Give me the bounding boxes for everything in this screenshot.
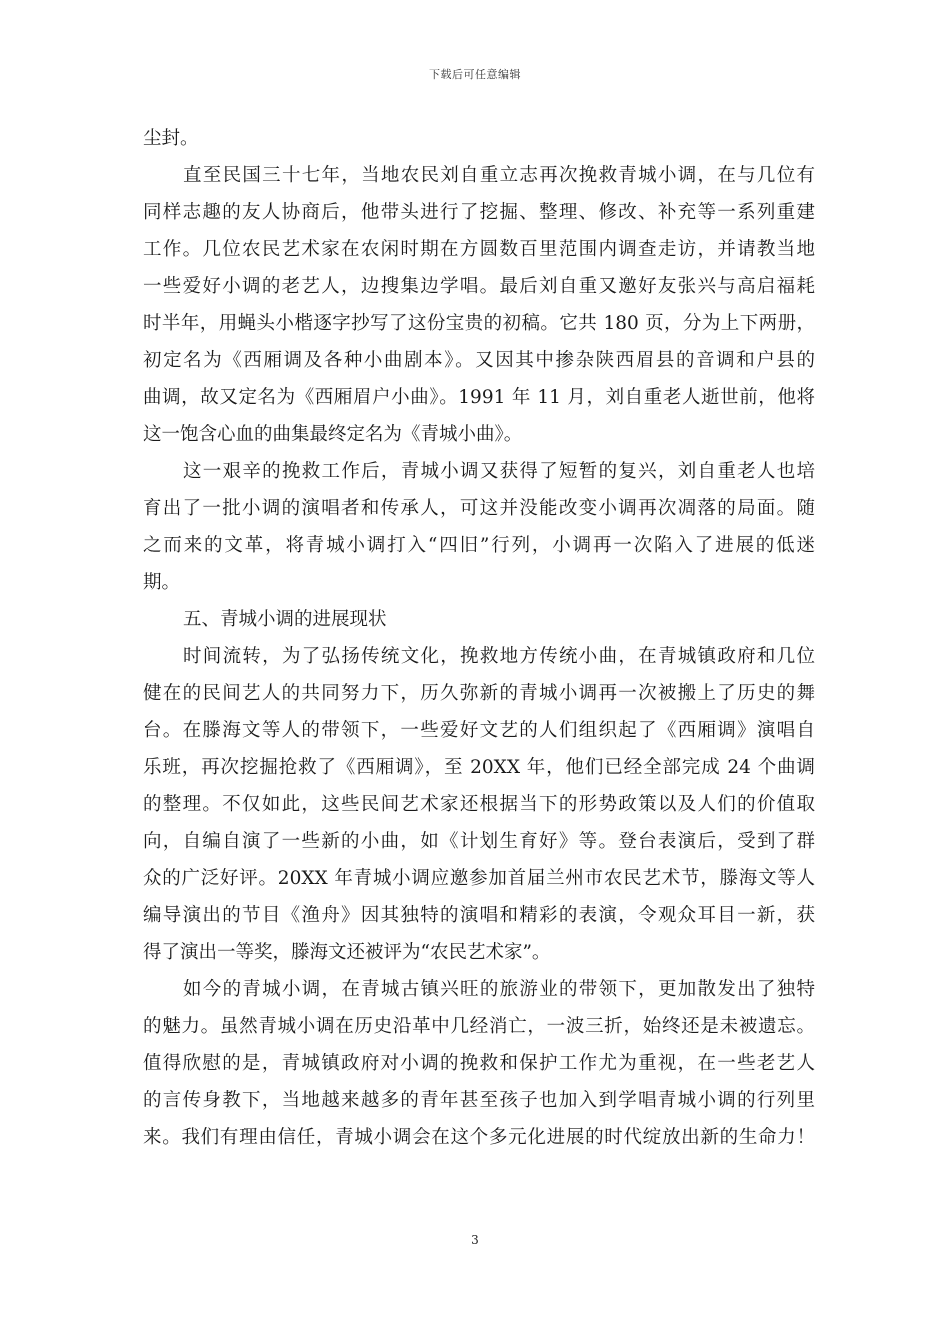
text-line: 来。我们有理由信任，青城小调会在这个多元化进展的时代绽放出新的生命力！ — [143, 1127, 815, 1148]
text-line: 之而来的文革，将青城小调打入“四旧”行列，小调再一次陷入了进展的低迷 — [143, 535, 815, 556]
text-line: 健在的民间艺人的共同努力下，历久弥新的青城小调再一次被搬上了历史的舞 — [143, 683, 815, 704]
paragraph-start-line: 五、青城小调的进展现状 — [183, 609, 387, 630]
text-line: 一些爱好小调的老艺人，边搜集边学唱。最后刘自重又邀好友张兴与高启福耗 — [143, 276, 815, 297]
text-line: 同样志趣的友人协商后，他带头进行了挖掘、整理、修改、补充等一系列重建 — [143, 202, 815, 223]
paragraph-start-line: 时间流转，为了弘扬传统文化，挽救地方传统小曲，在青城镇政府和几位 — [183, 646, 815, 667]
text-line: 初定名为《西厢调及各种小曲剧本》。又因其中掺杂陕西眉县的音调和户县的 — [143, 350, 815, 371]
paragraph-start-line: 直至民国三十七年，当地农民刘自重立志再次挽救青城小调，在与几位有 — [183, 165, 815, 186]
paragraph-start-line: 如今的青城小调，在青城古镇兴旺的旅游业的带领下，更加散发出了独特 — [183, 979, 815, 1000]
text-line: 时半年，用蝇头小楷逐字抄写了这份宝贵的初稿。它共 180 页，分为上下两册， — [143, 313, 815, 334]
text-line: 的整理。不仅如此，这些民间艺术家还根据当下的形势政策以及人们的价值取 — [143, 794, 815, 815]
text-line: 的魅力。虽然青城小调在历史沿革中几经消亡，一波三折，始终还是未被遗忘。 — [143, 1016, 815, 1037]
text-line: 向，自编自演了一些新的小曲，如《计划生育好》等。登台表演后，受到了群 — [143, 831, 815, 852]
text-line: 育出了一批小调的演唱者和传承人，可这并没能改变小调再次凋落的局面。随 — [143, 498, 815, 519]
paragraph-start-line: 这一艰辛的挽救工作后，青城小调又获得了短暂的复兴，刘自重老人也培 — [183, 461, 815, 482]
text-line: 尘封。 — [143, 128, 199, 149]
text-line: 台。在滕海文等人的带领下，一些爱好文艺的人们组织起了《西厢调》演唱自 — [143, 720, 815, 741]
document-body — [143, 120, 815, 1156]
text-line: 编导演出的节目《渔舟》因其独特的演唱和精彩的表演，令观众耳目一新，获 — [143, 905, 815, 926]
text-line: 曲调，故又定名为《西厢眉户小曲》。1991 年 11 月，刘自重老人逝世前，他将 — [143, 387, 815, 408]
text-line: 的言传身教下，当地越来越多的青年甚至孩子也加入到学唱青城小调的行列里 — [143, 1090, 815, 1111]
text-line: 这一饱含心血的曲集最终定名为《青城小曲》。 — [143, 424, 523, 445]
text-line: 得了演出一等奖，滕海文还被评为“农民艺术家”。 — [143, 942, 551, 963]
text-line: 期。 — [143, 572, 181, 593]
text-line: 众的广泛好评。20XX 年青城小调应邀参加首届兰州市农民艺术节，滕海文等人 — [143, 868, 815, 889]
text-line: 值得欣慰的是，青城镇政府对小调的挽救和保护工作尤为重视，在一些老艺人 — [143, 1053, 815, 1074]
text-line: 工作。几位农民艺术家在农闲时期在方圆数百里范围内调查走访，并请教当地 — [143, 239, 815, 260]
text-line: 乐班，再次挖掘抢救了《西厢调》，至 20XX 年，他们已经全部完成 24 个曲调 — [143, 757, 815, 778]
page-header: 下载后可任意编辑 — [429, 68, 521, 81]
page-number: 3 — [471, 1233, 479, 1247]
